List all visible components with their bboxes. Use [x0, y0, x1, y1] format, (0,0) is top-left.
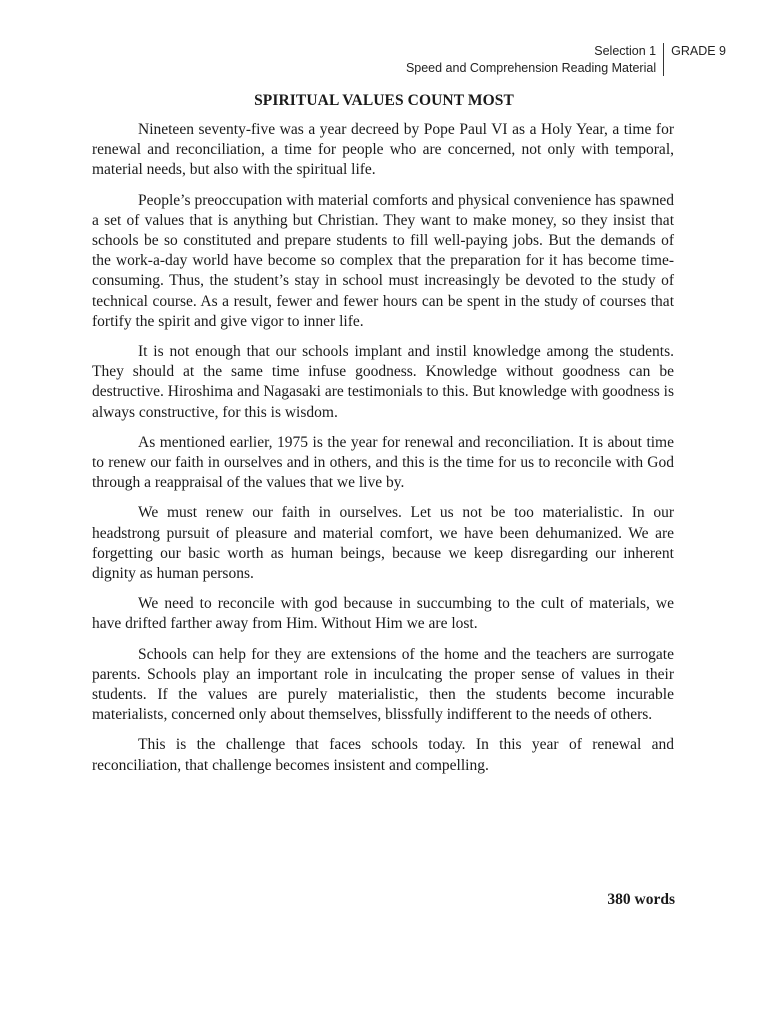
page-header [406, 43, 726, 77]
paragraph-4: As mentioned earlier, 1975 is the year for renewal and reconciliation. It is about time to renew our faith in ourselves and in others, and this is the time for us to reconcile with God through a reappraisal of the values that we live by. [92, 433, 674, 492]
word-count: 380 words [607, 891, 675, 908]
paragraph-7: Schools can help for they are extensions of the home and the teachers are surrogate parents. Schools play an important role in inculcating the proper sense of values in their students. If the values are purely materialistic, then the students become incurable materialists, concerned only about themselves, blissfully indifferent to the needs of others. [92, 645, 674, 724]
paragraph-5: We must renew our faith in ourselves. Let us not be too materialistic. In our headstrong pursuit of pleasure and material comfort, we have been dehumanized. We are forgetting our basic worth as human beings, because we keep disregarding our inherent dignity as human persons. [92, 504, 674, 583]
document-body [92, 120, 674, 786]
grade-label: GRADE 9 [671, 44, 726, 58]
paragraph-2: People’s preoccupation with material comforts and physical convenience has spawned a set of values that is anything but Christian. They want to make money, so they insist that schools be so constituted and prepare students to fill well-paying jobs. But the demands of the work-a-day world have become so complex that the preparation for it has become time-consuming. Thus, the student’s stay in school must increasingly be devoted to the study of technical course. As a result, fewer and fewer hours can be spent in the study of courses that fortify the spirit and give vigor to inner life. [92, 191, 674, 330]
document-title: SPIRITUAL VALUES COUNT MOST [254, 92, 514, 109]
selection-label: Selection 1 [594, 44, 657, 58]
paragraph-6: We need to reconcile with god because in succumbing to the cult of materials, we have drifted farther away from Him. Without Him we are lost. [92, 595, 674, 633]
header-left-block [406, 43, 663, 77]
paragraph-3: It is not enough that our schools implant and instil knowledge among the students. They should at the same time infuse goodness. Knowledge without goodness can be destructive. Hiroshima and Nagasaki are testimonials to this. But knowledge with goodness is always constructive, for this is wisdom. [92, 343, 675, 421]
paragraph-1: Nineteen seventy-five was a year decreed by Pope Paul VI as a Holy Year, a time for renewal and reconciliation, a time for people who are concerned, not only with temporal, material needs, but also with the spiritual life. [92, 121, 674, 179]
material-label: Speed and Comprehension Reading Material [405, 61, 657, 75]
paragraph-8: This is the challenge that faces schools today. In this year of renewal and reconciliation, that challenge becomes insistent and compelling. [92, 736, 674, 774]
